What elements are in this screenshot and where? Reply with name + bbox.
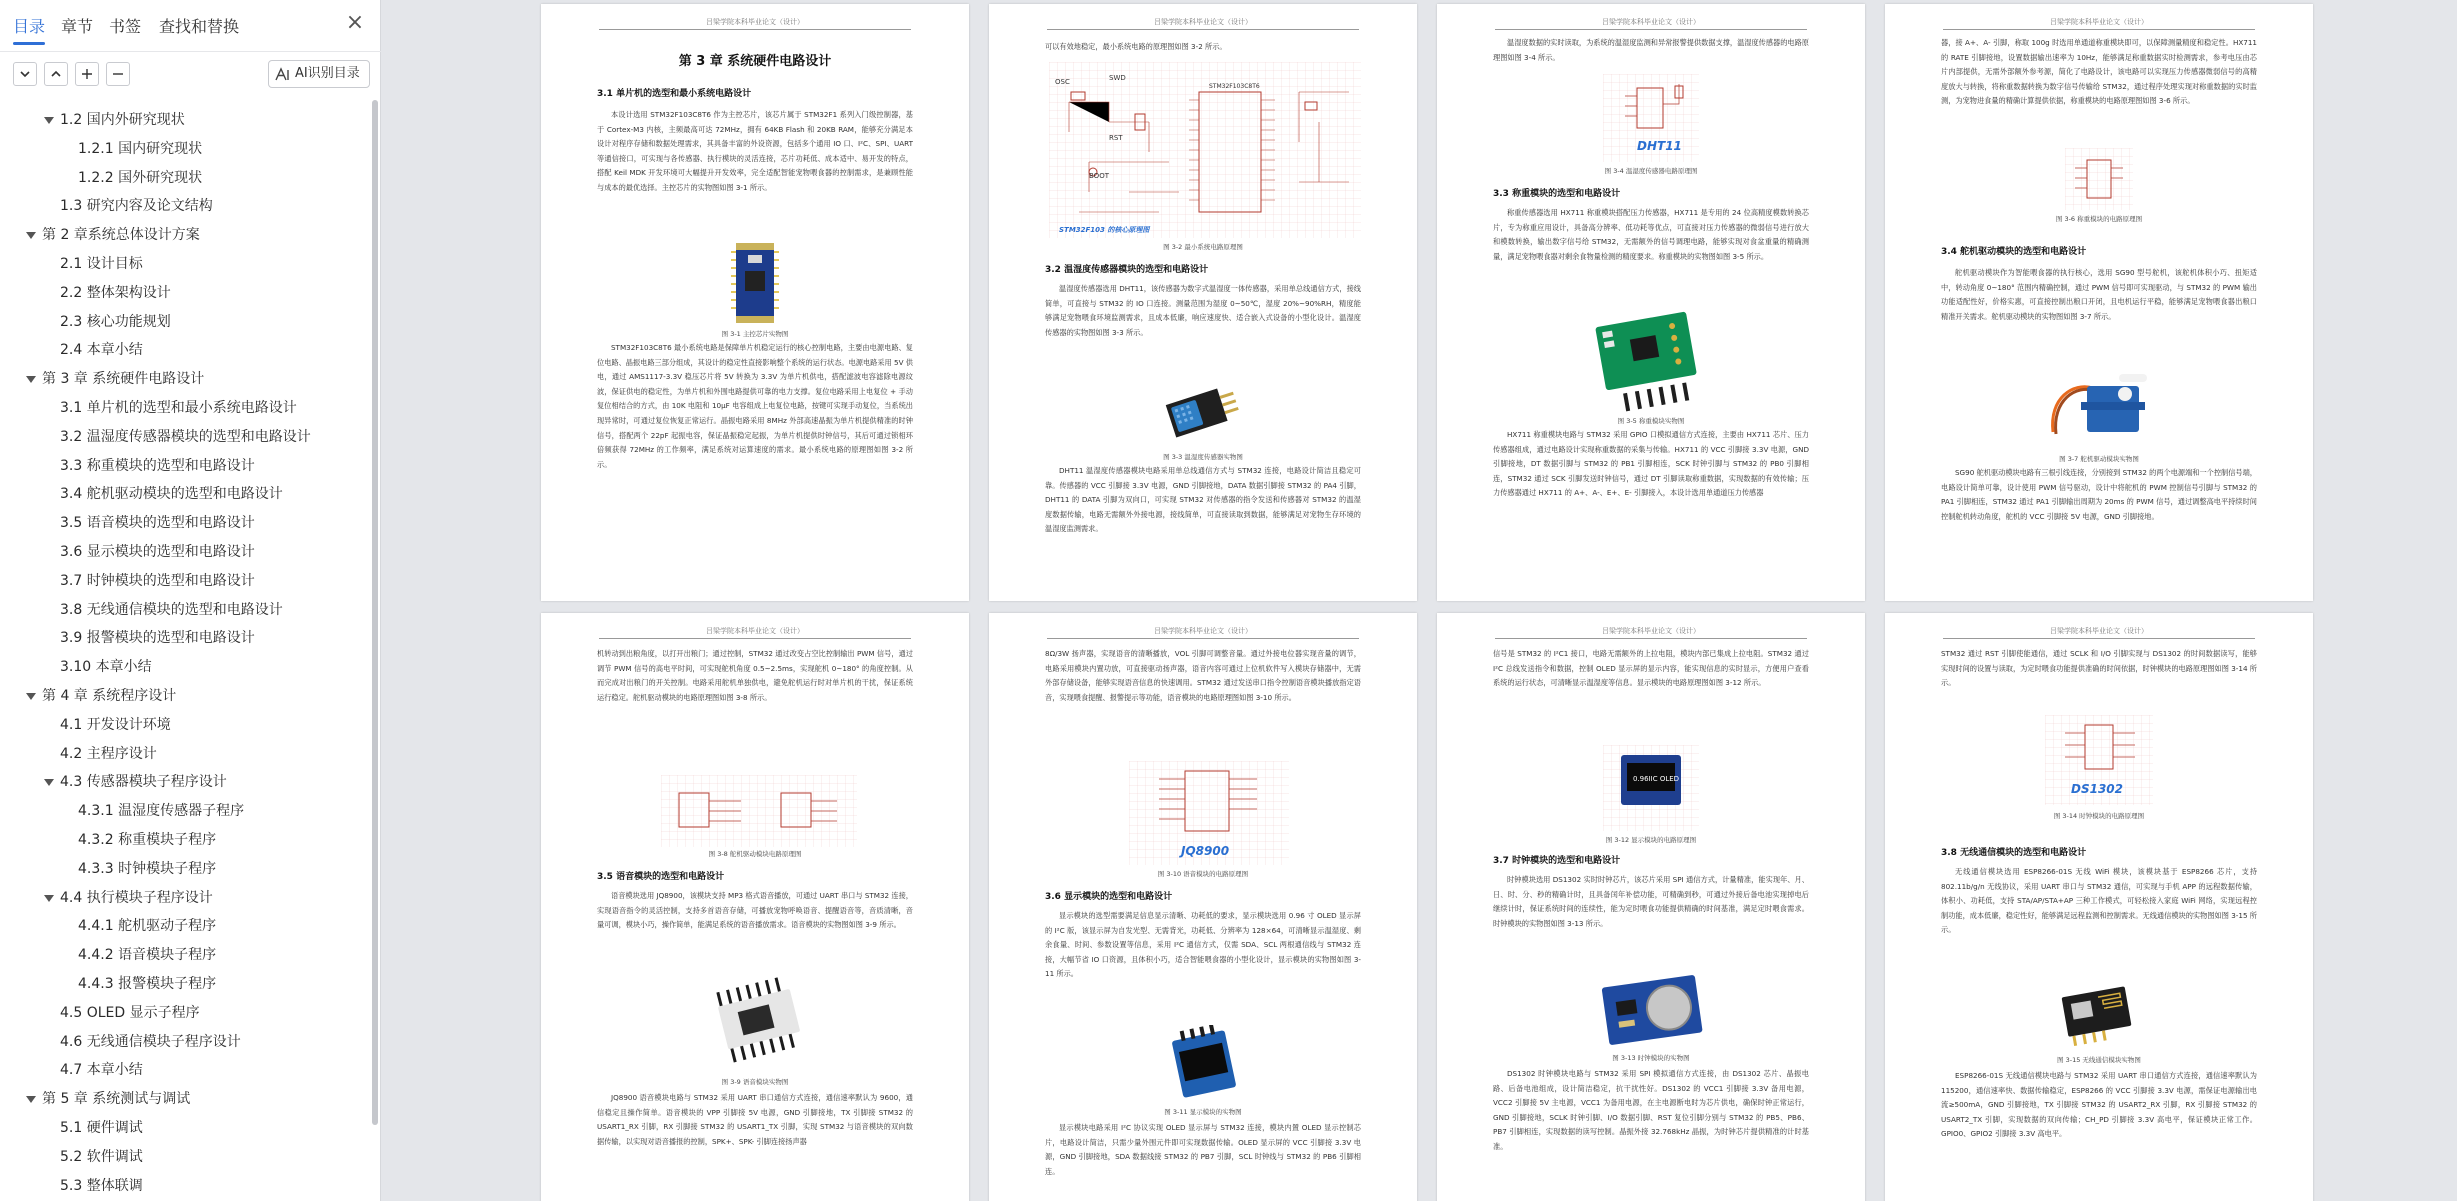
document-page-4[interactable] [1885,4,2313,601]
toc-item-label: 3.10 本章小结 [60,659,152,676]
chapter-title: 第 3 章 系统硬件电路设计 [678,54,832,69]
body-paragraph: 语音模块选用 JQ8900，该模块支持 MP3 格式语音播放，可通过 UART 串口与 STM32 连接，实现语音指令的灵活控制，支持多首语音存储，可播放宠物呼唤语音、提醒语音等，音质清晰，音量可调，模块小巧，操作简单，能满足系统的语音播放需求。语音模块的实物图如图 3-9 所示。 [597,891,913,930]
section-heading: 3.6 显示模块的选型和电路设计 [1045,892,1173,902]
hx711-photo [1587,300,1717,412]
body-paragraph: 舵机驱动模块作为智能喂食器的执行核心，选用 SG90 型号舵机，该舵机体积小巧、扭矩适中，转动角度 0~180° 范围内精确控制，通过 PWM 信号即可实现驱动，与 STM32 的 PWM 输出功能适配性好，价格实惠，可直接控制出粮口开闭，且电机运行平稳，能够满足宠物喂食器出粮口精准开关需求。舵机驱动模块的实物图如图 3-7 所示。 [1941,268,2257,321]
toc-item[interactable] [0,1143,370,1171]
toc-item-label: 5.3 整体联调 [60,1177,143,1194]
toc-item[interactable] [0,941,370,969]
toc-item-label: 3.5 语音模块的选型和电路设计 [60,515,255,532]
figure-caption: 图 3-15 无线通信模块实物图 [2057,1056,2141,1064]
document-page-7[interactable] [1437,613,1865,1201]
toc-item[interactable] [0,135,370,163]
body-paragraph: 显示模块的选型需要满足信息显示清晰、功耗低的要求，显示模块选用 0.96 寸 OLED 显示屏的 I²C 版，该显示屏为自发光型、无需背光，功耗低、分辨率为 128×64，可清晰显示温湿度、剩余食量、时间、参数设置等信息，采用 I²C 通信方式，仅需 SDA、SCL 两根通信线与 STM32 连接，大幅节省 IO 口资源，且体积小巧，适合智能喂食器的小型化设计，显示模块的实物图如图 3-11 所示。 [1045,911,1361,979]
toc-item[interactable] [0,826,370,854]
header-rule [1495,29,1807,30]
running-header: 吕梁学院本科毕业论文（设计） [1602,18,1700,26]
toc-item-label: 第 3 章 系统硬件电路设计 [42,371,205,388]
section-heading: 3.5 语音模块的选型和电路设计 [597,872,725,882]
toc-item[interactable] [0,1114,370,1142]
document-page-3[interactable] [1437,4,1865,601]
servo-schematic [661,775,857,847]
toc-item[interactable] [0,797,370,825]
jq8900-photo [705,977,815,1069]
toc-item[interactable] [0,279,370,307]
toc-item[interactable] [0,452,370,480]
toc-item-label: 1.2.2 国外研究现状 [78,169,203,186]
schematic-tag: DS1302 [2071,782,2124,796]
header-rule [1943,638,2255,639]
body-paragraph: STM32F103C8T6 最小系统电路是保障单片机稳定运行的核心控制电路，主要由电源电路、复位电路、晶振电路三部分组成，其设计的稳定性直接影响整个系统的运行状态。电源电路采用 5V 供电，通过 AMS1117-3.3V 稳压芯片将 5V 转换为 3.3V 为单片机供电，搭配滤波电容滤除电源纹波，保证供电的稳定性，为单片机和外围电路提供可靠的电力支撑。复位电路采用上电复位 + 手动复位相结合的方式，由 10K 电阻和 10μF 电容组成上电复位电路，按键可实现手动复位，当系统出现异常时，可通过复位恢复正常运行。晶振电路采用 8MHz 外部高速晶振为单片机提供精准的时钟信号，搭配两个 22pF 起振电容，保证晶振稳定起振，为单片机提供时钟信号，其后可通过锁相环倍频获得 72MHz 的工作频率，满足系统对运算速度的需求。最小系统电路的原理图如图 3-2 所示。 [597,343,913,469]
expand-caret-icon[interactable] [26,376,36,383]
body-paragraph: JQ8900 语音模块电路与 STM32 采用 UART 串口通信方式连接，通信速率默认为 9600，通信稳定且操作简单。语音模块的 VPP 引脚接 5V 电源，GND 引脚接地，TX 引脚接 STM32 的 USART1_RX 引脚，RX 引脚接 STM32 的 USART1_TX 引脚，实现 STM32 与语音模块的双向数据传输，以实现对语音播报的控制，SPK+、SPK- 引脚连接扬声器 [597,1093,913,1146]
figure-caption: 图 3-7 舵机驱动模块实物图 [2059,455,2139,463]
body-paragraph: 器，接 A+、A- 引脚，称取 100g 时选用单通道称重模块即可，以保障测量精度和稳定性。HX711 的 RATE 引脚接地，设置数据输出速率为 10Hz，能够满足称重数据实时检测需求，参考电压由芯片内部提供，无需外部额外参考源，简化了电路设计，该电路可以实现压力传感器微弱信号的高精度放大与转换，将称重数据转换为数字信号传输给 STM32，通过程序处理实现对称重数据的实时监测，为宠物进食量的精确计算提供依据，称重模块的电路原理图如图 3-6 所示。 [1941,38,2257,106]
toc-item[interactable] [0,624,370,652]
toc-item-label: 4.4 执行模块子程序设计 [60,889,213,906]
tab-bookmarks[interactable]: 书签 [109,17,142,36]
running-header: 吕梁学院本科毕业论文（设计） [2050,18,2148,26]
figure-caption: 图 3-9 语音模块实物图 [721,1078,789,1086]
min-system-schematic [1049,62,1361,238]
body-paragraph: HX711 称重模块电路与 STM32 采用 GPIO 口模拟通信方式连接，主要由 HX711 芯片、压力传感器组成，通过电路设计实现称重数据的采集与传输。HX711 的 VCC 引脚接 3.3V 电源，GND 引脚接地，DT 数据引脚与 STM32 的 PB1 引脚相连，SCK 时钟引脚与 STM32 的 PB0 引脚相连，STM32 通过 SCK 引脚发送时钟信号，通过 DT 引脚读取称重数据，实现数据的有效传输；压力传感器通过 HX711 的 A+、A-、E+、E- 引脚接入，本设计选用单通道压力传感器 [1493,430,1809,498]
toc-item[interactable] [0,999,370,1027]
toc-item[interactable] [0,336,370,364]
toc-item-label: 4.3.3 时钟模块子程序 [78,860,217,877]
toc-item[interactable] [0,250,370,278]
toc-item[interactable] [0,740,370,768]
toc-item-label: 4.6 无线通信模块子程序设计 [60,1033,241,1050]
svg-text:BOOT: BOOT [1089,172,1109,180]
schematic-tag: STM32F103 的核心原理图 [1059,226,1150,234]
ai-icon [275,67,291,81]
body-paragraph: SG90 舵机驱动模块电路有三根引线连接，分别接到 STM32 的两个电源端和一个控制信号端，电路设计简单可靠，设计使用 PWM 信号驱动，设计中将舵机的 PWM 控制信号引脚与 STM32 的 PA1 引脚相连，STM32 通过 PA1 引脚输出周期为 20ms 的 PWM 信号，通过调整高电平持续时间控制舵机转动角度，舵机的 VCC 引脚接 5V 电源，GND 引脚接地。 [1941,468,2257,521]
section-heading: 3.8 无线通信模块的选型和电路设计 [1941,848,2087,858]
toc-item[interactable] [0,884,370,912]
toc-item-label: 3.7 时钟模块的选型和电路设计 [60,572,255,589]
document-page-5[interactable] [541,613,969,1201]
toc-item[interactable] [0,682,370,710]
figure-caption: 图 3-1 主控芯片实物图 [721,330,789,338]
toc-item[interactable] [0,164,370,192]
toc-item-label: 第 5 章 系统测试与调试 [42,1091,191,1108]
tab-toc[interactable]: 目录 [13,17,46,36]
body-paragraph: 无线通信模块选用 ESP8266-01S 无线 WiFi 模块，该模块基于 ESP8266 芯片，支持 802.11b/g/n 无线协议，采用 UART 串口与 STM32 通信，可实现与手机 APP 的远程数据传输，体积小、功耗低，支持 STA/AP/STA+AP 三种工作模式，可轻松接入家庭 WiFi 网络，实现远程控制功能，成本低廉，稳定性好，能够满足远程监测和控制需求。无线通信模块的实物图如图 3-15 所示。 [1941,867,2257,935]
document-page-6[interactable] [989,613,1417,1201]
body-paragraph: 温湿度数据的实时读取，为系统的温湿度监测和异常报警提供数据支撑，温湿度传感器的电路原理图如图 3-4 所示。 [1493,38,1809,62]
toc-item[interactable] [0,711,370,739]
body-paragraph: DHT11 温湿度传感器模块电路采用单总线通信方式与 STM32 连接，电路设计简洁且稳定可靠。传感器的 VCC 引脚接 3.3V 电源，GND 引脚接地，DATA 数据引脚接 STM32 的 PA4 引脚，DHT11 的 DATA 引脚为双向口，可实现 STM32 对传感器的指令发送和传感器对 STM32 的温湿度数据传输，电路无需额外外接电源，接线简单，可直接读取到数据，能够满足对宠物生存环境的温湿度监测需求。 [1045,466,1361,534]
expand-caret-icon[interactable] [44,117,54,124]
tab-find-replace[interactable]: 查找和替换 [159,17,240,36]
hx711-schematic [2065,148,2133,210]
header-rule [599,29,911,30]
figure-caption: 图 3-6 称重模块的电路原理图 [2055,215,2143,223]
running-header: 吕梁学院本科毕业论文（设计） [706,627,804,635]
collapse-all-button[interactable] [13,62,37,86]
svg-text:STM32F103C8T6: STM32F103C8T6 [1209,83,1260,90]
schematic-tag: JQ8900 [1181,844,1230,858]
body-paragraph: 机转动到出粮角度，以打开出粮门；通过控制，STM32 通过改变占空比控制输出 PWM 信号，通过调节 PWM 信号的高电平时间，可实现舵机角度 0.5~2.5ms，实现舵机 0~180° 的角度控制。从而完成对出粮门的开关控制。电路采用舵机单独供电，避免舵机运行时对单片机的干扰，保证系统运行稳定。舵机驱动模块的电路原理图如图 3-8 所示。 [597,649,913,702]
section-heading: 3.1 单片机的选型和最小系统电路设计 [597,89,752,99]
body-paragraph: 本设计选用 STM32F103C8T6 作为主控芯片，该芯片属于 STM32F1 系列入门级控制器，基于 Cortex-M3 内核，主频最高可达 72MHz，拥有 64KB Flash 和 20KB RAM，能够充分满足本设计对程序存储和数据处理需求，其具备丰富的外设资源，包括多个通用 IO 口、I²C、SPI、UART 等通信接口，可实现与各传感器、执行模块的灵活连接，芯片功耗低、成本适中、易开发的特点，搭配 Keil MDK 开发环境可大幅提升开发效率，完全适配智能宠物喂食器的控制需求，是兼顾性能与成本的最优选择。主控芯片的实物图如图 3-1 所示。 [597,110,913,192]
toc-item[interactable] [0,1085,370,1113]
toc-item[interactable] [0,308,370,336]
toc-item[interactable] [0,912,370,940]
tab-chapters[interactable]: 章节 [61,17,94,36]
close-icon[interactable]: × [345,10,365,35]
header-rule [1495,638,1807,639]
toc-item[interactable] [0,1028,370,1056]
section-heading: 3.4 舵机驱动模块的选型和电路设计 [1941,247,2087,257]
toc-item-label: 1.2 国内外研究现状 [60,112,185,128]
svg-text:OSC: OSC [1055,78,1070,86]
toc-item-label: 4.3.1 温湿度传感器子程序 [78,803,245,820]
toc-item[interactable] [0,1056,370,1084]
body-paragraph: 8Ω/3W 扬声器，实现语音的清晰播放，VOL 引脚可调整音量。通过外接电位器实现音量的调节，电路采用模块内置功放，可直接驱动扬声器，语音内容可通过上位机软件写入模块存储器中，无需外部存储设备，能够实现语音信息的快速调用。STM32 通过发送串口指令控制语音模块播放指定语音，实现喂食提醒、报警提示等功能，语音模块的电路原理图如图 3-10 所示。 [1045,649,1361,702]
document-page-1[interactable] [541,4,969,601]
sidebar-panel [0,0,381,1201]
section-heading: 3.7 时钟模块的选型和电路设计 [1493,856,1621,866]
toc-item-label: 1.3 研究内容及论文结构 [60,198,213,215]
body-paragraph: DS1302 时钟模块电路与 STM32 采用 SPI 模拟通信方式连接，由 DS1302 芯片、晶振电路、后备电池组成，设计简洁稳定，抗干扰性好。DS1302 的 VCC1 引脚接 3.3V 备用电源，VCC2 引脚接 5V 主电源，VCC1 为备用电源，在主电源断电时为芯片供电，确保时钟正常运行，GND 引脚接地，SCLK 时钟引脚、I/O 数据引脚、RST 复位引脚分别与 STM32 的 PB5、PB6、PB7 引脚相连，实现数据的读写控制。晶振外接 32.768kHz 晶振，为时钟芯片提供精准的计时基准。 [1493,1069,1809,1151]
dht11-photo [1160,376,1246,450]
section-heading: 3.3 称重模块的选型和电路设计 [1493,189,1621,199]
toc-item[interactable] [0,768,370,796]
chevron-up-icon [50,68,62,80]
running-header: 吕梁学院本科毕业论文（设计） [1154,18,1252,26]
toc-item-label: 4.4.2 语音模块子程序 [78,947,217,964]
toc-item-label: 第 4 章 系统程序设计 [42,688,177,704]
toc-item-label: 2.2 整体架构设计 [60,284,171,301]
toc-item[interactable] [0,509,370,537]
active-tab-indicator [13,42,45,45]
ds1302-photo [1597,967,1707,1051]
toc-item[interactable] [0,394,370,422]
document-page-8[interactable] [1885,613,2313,1201]
toc-item-label: 1.2.1 国内研究现状 [78,140,203,157]
body-paragraph: 可以有效地稳定，最小系统电路的原理图如图 3-2 所示。 [1045,42,1227,51]
toc-item-label: 5.1 硬件调试 [60,1120,143,1136]
header-rule [599,638,911,639]
toc-item[interactable] [0,480,370,508]
toc-item-label: 3.3 称重模块的选型和电路设计 [60,457,255,474]
oled-screen-text: 0.96IIC OLED [1633,775,1680,783]
toc-item-label: 4.5 OLED 显示子程序 [60,1004,200,1021]
dht11-schematic [1603,74,1699,162]
toc-item[interactable] [0,538,370,566]
body-paragraph: 时钟模块选用 DS1302 实时时钟芯片，该芯片采用 SPI 通信方式，计量精准，能实现年、月、日、时、分、秒的精确计时，且具备闰年补偿功能，可精确到秒，可通过外接后备电池实现掉电后继续计时，保证系统时间的连续性，能为定时喂食功能提供精确的时间基准，满足定时喂食需求。时钟模块的实物图如图 3-13 所示。 [1493,875,1809,928]
toc-item-label: 3.9 报警模块的选型和电路设计 [60,630,255,647]
figure-caption: 图 3-4 温湿度传感器电路原理图 [1604,167,1698,175]
header-rule [1047,638,1359,639]
toc-item-label: 第 2 章系统总体设计方案 [42,227,200,244]
body-paragraph: 温湿度传感器选用 DHT11，该传感器为数字式温湿度一体传感器，采用单总线通信方式，接线简单，可直接与 STM32 的 IO 口连接。测量范围为湿度 0~50℃，湿度 20%~90%RH，精度能够满足宠物喂食环境监测需求，且成本低廉，响应速度快、适合嵌入式设备的小型化设计。温湿度传感器的实物图如图 3-3 所示。 [1045,284,1361,337]
figure-caption: 图 3-13 时钟模块的实物图 [1612,1054,1690,1062]
toc-item[interactable] [0,855,370,883]
toc-item-label: 3.8 无线通信模块的选型和电路设计 [60,601,283,618]
stm32-board-photo [722,241,788,325]
header-rule [1943,29,2255,30]
toc-item-label: 5.2 软件调试 [60,1148,143,1165]
toc-item-label: 4.2 主程序设计 [60,745,157,762]
toc-item[interactable] [0,221,370,249]
toc-item[interactable] [0,1172,370,1200]
toc-item[interactable] [0,192,370,220]
toc-item-label: 3.2 温湿度传感器模块的选型和电路设计 [60,428,311,445]
toc-item-label: 4.7 本章小结 [60,1062,143,1079]
esp8266-photo [2055,975,2145,1053]
toc-item-label: 4.3.2 称重模块子程序 [78,832,217,848]
sidebar-tabs [0,0,381,52]
toc-item-label: 3.4 舵机驱动模块的选型和电路设计 [60,486,283,503]
toc-item-label: 4.4.1 舵机驱动子程序 [78,918,217,935]
figure-caption: 图 3-5 称重模块实物图 [1617,417,1685,425]
remove-entry-button[interactable] [106,62,130,86]
svg-text:SWD: SWD [1109,74,1126,82]
body-paragraph: 显示模块电路采用 I²C 协议实现 OLED 显示屏与 STM32 连接，模块内置 OLED 显示控制芯片，电路设计简洁，只需少量外围元件即可实现数据传输。OLED 显示屏的 VCC 引脚接 3.3V 电源，GND 引脚接地，SDA 数据线接 STM32 的 PB7 引脚，SCL 时钟线与 STM32 的 PB6 引脚相连。 [1045,1123,1361,1176]
svg-text:RST: RST [1109,134,1123,142]
add-entry-button[interactable] [75,62,99,86]
expand-caret-icon[interactable] [44,895,54,902]
toc-item[interactable] [0,596,370,624]
expand-caret-icon[interactable] [26,232,36,239]
body-paragraph: 信号是 STM32 的 I²C1 接口，电路无需额外的上拉电阻，模块内部已集成上拉电阻。STM32 通过 I²C 总线发送指令和数据，控制 OLED 显示屏的显示内容，能实现信息的实时显示，方便用户查看系统的运行状态，可清晰显示温湿度等信息。显示模块的电路原理图如图 3-12 所示。 [1493,649,1809,688]
figure-caption: 图 3-12 显示模块的电路原理图 [1605,836,1697,844]
jq8900-schematic [1129,761,1289,865]
toc-item[interactable] [0,106,370,134]
figure-caption: 图 3-8 舵机驱动模块电路原理图 [708,850,802,858]
scrollbar-thumb[interactable] [372,100,378,1125]
toc-item-label: 3.1 单片机的选型和最小系统电路设计 [60,400,297,416]
toc-item-label: 2.1 设计目标 [60,256,143,272]
running-header: 吕梁学院本科毕业论文（设计） [1602,627,1700,635]
body-paragraph: STM32 通过 RST 引脚使能通信，通过 SCLK 和 I/O 引脚实现与 DS1302 的时间数据读写，能够实现时间的设置与读取，为定时喂食功能提供准确的时间依据，时钟模块的电路原理图如图 3-14 所示。 [1941,649,2257,688]
running-header: 吕梁学院本科毕业论文（设计） [706,18,804,26]
ai-recognize-toc-button[interactable] [268,60,370,88]
ai-button-label: AI识别目录 [295,66,360,81]
toc-item-label: 4.1 开发设计环境 [60,716,171,733]
chevron-down-icon [19,68,31,80]
schematic-tag: DHT11 [1637,139,1682,153]
body-paragraph: ESP8266-01S 无线通信模块电路与 STM32 采用 UART 串口通信方式连接，通信速率默认为 115200，通信速率快、数据传输稳定，ESP8266 的 VCC 引脚接 3.3V 电源，需保证电源输出电流≥500mA，GND 引脚接地，TX 引脚接 STM32 的 USART2_RX 引脚，RX 引脚接 STM32 的 USART2_TX 引脚，实现数据的双向传输；CH_PD 引脚接 3.3V 高电平，保证模块正常工作。GPIO0、GPIO2 引脚接 3.3V 高电平。 [1941,1071,2257,1139]
figure-caption: 图 3-3 温湿度传感器实物图 [1163,453,1243,461]
toc-item[interactable] [0,365,370,393]
figure-caption: 图 3-10 语音模块的电路原理图 [1157,870,1249,878]
toc-item-label: 4.4.3 报警模块子程序 [78,976,217,992]
expand-caret-icon[interactable] [44,779,54,786]
toc-item-label: 4.3 传感器模块子程序设计 [60,774,227,791]
servo-photo [2043,368,2155,452]
expand-caret-icon[interactable] [26,693,36,700]
figure-caption: 图 3-14 时钟模块的电路原理图 [2053,812,2145,820]
toc-item[interactable] [0,567,370,595]
expand-up-button[interactable] [44,62,68,86]
figure-caption: 图 3-11 显示模块的实物图 [1164,1108,1242,1116]
toc-item[interactable] [0,423,370,451]
section-heading: 3.2 温湿度传感器模块的选型和电路设计 [1045,265,1209,275]
toc-item[interactable] [0,653,370,681]
oled-photo [1169,1025,1239,1103]
sidebar-scrollbar[interactable] [372,100,378,1125]
toc-item[interactable] [0,970,370,998]
running-header: 吕梁学院本科毕业论文（设计） [2050,627,2148,635]
toc-item-label: 2.4 本章小结 [60,342,143,359]
ds1302-schematic [2045,715,2153,805]
header-rule [1047,29,1359,30]
toc-toolbar [0,52,381,98]
body-paragraph: 称重传感器选用 HX711 称重模块搭配压力传感器，HX711 是专用的 24 位高精度模数转换芯片，专为称重应用设计，具备高分辨率、低功耗等优点，可直接对压力传感器的微弱信号进行放大和模数转换，输出数字信号给 STM32，无需额外的信号调理电路，能够实现对食盆重量的精确测量，满足宠物喂食器对剩余食物量检测的精度要求。称重模块的实物图如图 3-5 所示。 [1493,208,1809,261]
document-page-2[interactable] [989,4,1417,601]
figure-caption: 图 3-2 最小系统电路原理图 [1163,243,1243,251]
toc-item-label: 3.6 显示模块的选型和电路设计 [60,544,255,560]
oled-schematic [1603,745,1699,831]
minus-icon [112,68,124,80]
expand-caret-icon[interactable] [26,1096,36,1103]
plus-icon [81,68,93,80]
running-header: 吕梁学院本科毕业论文（设计） [1154,627,1252,635]
toc-item-label: 2.3 核心功能规划 [60,313,171,330]
